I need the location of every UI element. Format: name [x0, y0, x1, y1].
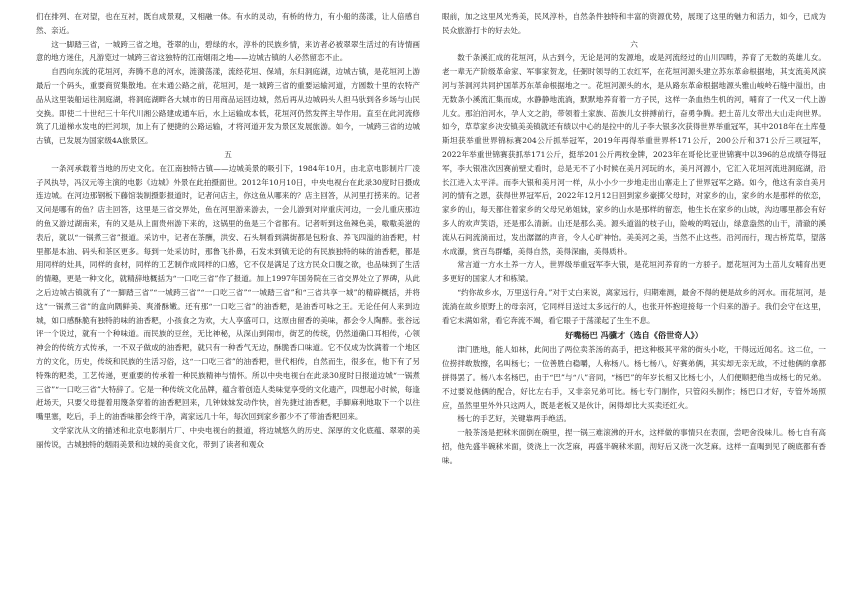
paragraph: 杨七的手艺好，关键靠两手绝活。 — [457, 414, 572, 424]
paragraph: “约你故乡水，万里送行舟。”对于丈白来说，离家远行，归期难测，最舍不得的便是故乡的河水。而花垣河，是流淌在故乡原野上的母亲河，它同样目送过太多远行的人，也张开怀抱迎接每一个归来的游子。我们会守在这里，看它未满如常，看它奔流不竭，看它眼子于荡漾起了生生不息。 — [442, 287, 826, 325]
section-heading-five: 五 — [224, 149, 232, 159]
paragraph: 自西向东流的花垣河，奔腾不息的河水，涟漪荡漾，流经花垣、保靖，东归洞庭湖，边城古镇，是花垣河上游最后一个码头，重要商贸集散地。在未通公路之前，花垣河，是一城跨三省的重要运输河道，方圆数十里的农特产品从这里装船运往洞庭湖，将洞庭湖畔各大城市的日用商品运回边城，然后再从边城码头人担马驮到各乡场与山民交换。即使二十世纪三十年代川湘公路建成通车后，水上运输成本低，花垣河仍然发挥主导作用。直至在此河流修筑了几道梯水发电的拦河坝，加上有了便捷的公路运输，才将河道开发为景区发展旅游。如今，一城跨三省的边城古镇，已发展为国家级4A旅景区。 — [36, 67, 420, 146]
paragraph: 常言道一方水土养一方人，世界级举重冠军李大银，是花垣河养育的一方骄子。愿花垣河为土苗儿女哺育出更多更好的国家人才和栋梁。 — [442, 260, 826, 284]
paragraph: 津门胜地，能人如林，此间出了两位卖茶汤的高手，把这种极其平常的街头小吃，干得远近闻名。这二位，一位捞拌敢敖擦，名叫杨七；一位善胜白稳嚼，人称杨八。杨七杨八，好赛弟俩，其实却无亲无故，不过他俩的拿都拼得罢了。杨八本名杨巴，由于“巴”与“八”音同，“杨巴”的年岁长相又比杨七小，人们便顺把他当成杨七的兄弟。不过要说他俩的配合，好比左右手，又非亲兄弟可比。杨七专门制作，只管闷头制作；杨巴口才好，专管外场照应，虽然里里外外只这两人，既是老板又是伙计，闲得却比大买卖还红火。 — [442, 345, 826, 410]
column-gutter — [430, 14, 431, 594]
paragraph: 数千条溪汇成的花垣河，从古到今，无论是河的发源地，或是河流经过的山川四畴，养育了无数的英雄儿女。老一辈无产阶级革命家、军事家贺龙，任弼时领导的工农红军，在花垣河源头建立苏东革命根据地，其支流美风滨河与茶洞河共同护国革苏东革命根据地之一。花垣河源头的水，是从路东革命根据地源头雅山峻岭石缝中溢出，由无数条小溪流汇集而成，水静静地流淌，默默地养育着一方子民，这样一条血热生机的河，哺育了一代又一代上游儿女。那泊泊河水，孕人文之韵，带领着土家族、苗族儿女拼搏前行，奋勇争腾。把土苗儿女带出大山走向世界。如今，草草家乡决安镇美美镇就还有绩以中心的是拉中的儿子李大银多次获得世界举重冠军，其中2018年在土库曼斯坦获举重世界锦标赛204公斤抓举冠军，2019年再得举重世界杯171公斤，200公斤和371公斤三项冠军，2022年举重世锦赛获抓举171公斤，挺举201公斤两枚金牌，2023年在哥伦比亚世锦赛中以396的总成绩夺得冠军，李大银准次因赛前壁丈看时，总是无不了小时候在美月河玩的水，美月河源小，它汇入花垣河流进洞庭湖，沿长江进入太平洋。而李大银和美月河一样，从小小少一步地走出山寨走上了世界冠军之路。如今，他这有亲自美月河的情有之恩，获得世界冠军后，2022年12月12日回到家乡豪掷父母时，对家乡的山，家乡的水是那样的依恋，家乡的山，每天都住着家乡的父母兄弟姐妹，家乡的山水是那样的留恋，他生长在家乡的山坡，沟边哪里都会有好多人的欢声笑语，还是那么清新。山还是那么美。源头道溢的枝子山，险峻的鸣冠山，绿意盎然的山干，清澈的溪流从石间流淌而过，发出潺潺的声音，令人心旷神怡。美美河之美，当然不止这些。沿河而行，现古桥荒草，望落水成瀑，赏百鸟群蟠，美得自然，美得深幽，美得质朴。 — [442, 53, 826, 256]
section-heading-six: 六 — [630, 39, 638, 49]
right-column — [442, 10, 826, 600]
paragraph: 们在排列、在对望，也在互衬，既自成景观，又相融一体。有水的灵动，有桥的侍力，有小船的荡漾，让人倍感自然、亲近。 — [36, 12, 420, 35]
paragraph: 一般茶汤是把秫米面倒在碗里，捏一锅三难滚沸的开水，这样做的事情只在表面，尝吧舍没味儿。杨七自有高招，他先盛半碗秫米面，烫浇上一次芝麻，再盛半碗秫米面，沏好后又浇一次芝麻。这样一直喝到见了碗底都有香味。 — [442, 428, 826, 465]
paragraph: 眼前，加之这里风光秀美，民风淳朴，自然条件独特和丰富的资源优势，展现了这里的魅力和活力，如今，已成为民众旅游打卡的好去处。 — [442, 12, 826, 35]
article-title: 好嘴杨巴 冯骥才（选自《俗世奇人》） — [565, 330, 703, 341]
paragraph: 一条河承载着当地的历史文化。在江南独特古镇——边城美景的吸引下，1984年10月，由北京电影制片厂凌子风执导，冯汉元等主演的电影《边城》外景在此拍摄面世。2012年10月10日，中央电视台在此录30度时日摄成连边城。在河边那钢板下藤馆装制摄影报道时，记者问店主，你这鱼从哪来的？店主回答，从河里打捞来的。记者又问是哪有的鱼？店主回答，这里是三省交界处，鱼在河里游来游去，一会儿游到对岸重庆河边，一会儿重庆那边的鱼又游过湖南来，有的又是从上面贵州游下来的，这锅里的鱼是三个省都有。记者听到这鱼辣色美，嗷嗷美滋的表后，就以“一锅煮三省”报道。采访中，记者在茶酬，洪安、石头垌看到满街都是包粉食、养飞四溢的油香粑，村里都是本油、码头和茶区更多。每到一处采访时，那鲁飞扑鼻，石发未到镇无论的有民族独特的味的油香粑，都是用同样的灶具，同样的食材，同样的工艺制作成同样的口感，它不仅是满足了这方民众口腹之欲，也品味到了生活的情趣，更是一种文化，就精辞地概括为“一口吃三省”作了报道。加上1997年国务院在三省交界处立了界碑，从此之后边城古镇就有了“一脚踏三省”“一城跨三省”“一口吃三省”“一城踏三省”和“三省共享一城”的精辟概括，并将这“一锅煮三省”的盒向隅鲜美、爽滑酥嫩。还有那“一口吃三省”的油香粑，是油香可咏之王。无论任何人来到边城，如口感酥脆有独特韵味的油香粑，小孩食之为欢，大人享盛可口，这原由留香的美味，都会令人陶醉。张谷远评一个说过，就有一个种味道。而民族的豆丝，无比神秘，从深山到闹市，街艺的传统，仍然道确口耳相传，心领神会的传统方式传承，一不双子做成的油香粑，就只有一种香气无边，酥脆香口味道。它不仅成为饮满着一个地区方的文化，历史，传统和民族的生活习俗，这“一口吃三省”的油香粑，世代相传，自然而生，很多在，他下有了另特殊的粑类，工艺传递，更重要的传承着一种民族精神与情怀。所以中央电视台在此录30度时日报道边城“一锅煮三省”“一口吃三省”大特辞了。它是一种传统文化品牌，蕴含着创造人类味觉享受的文化遗产，四想起小时候，每逢赶场天，只要父母提着用篾条穿着的油香粑回来，几钟妹妹发动作快，首先捷过油香粑，手脚麻利地取下一个以往嘴里塞，吃后，手上的油香味都会终干净，离家远几十年，每次回到家乡都少不了带油香粑回来。 — [36, 163, 420, 422]
paragraph: 这一脚踏三省，一城跨三省之地，苍翠的山，碧绿的水，淳朴的民族乡情，来访者必被翠翠生活过的有诗情画意的地方迷住，凡游览过一城跨三省这独特的江南烟雨之地——边城古镇的人必然留恋不止。 — [36, 39, 420, 63]
paragraph: 文学家沈从文的描述和北京电影制片厂、中央电视台的报道，将边城悠久的历史、深厚的文化底蕴、翠翠的美丽传说，古城独特的烟雨美景和边城的美食文化，带到了读者和观众 — [36, 425, 420, 449]
left-column — [36, 10, 420, 600]
